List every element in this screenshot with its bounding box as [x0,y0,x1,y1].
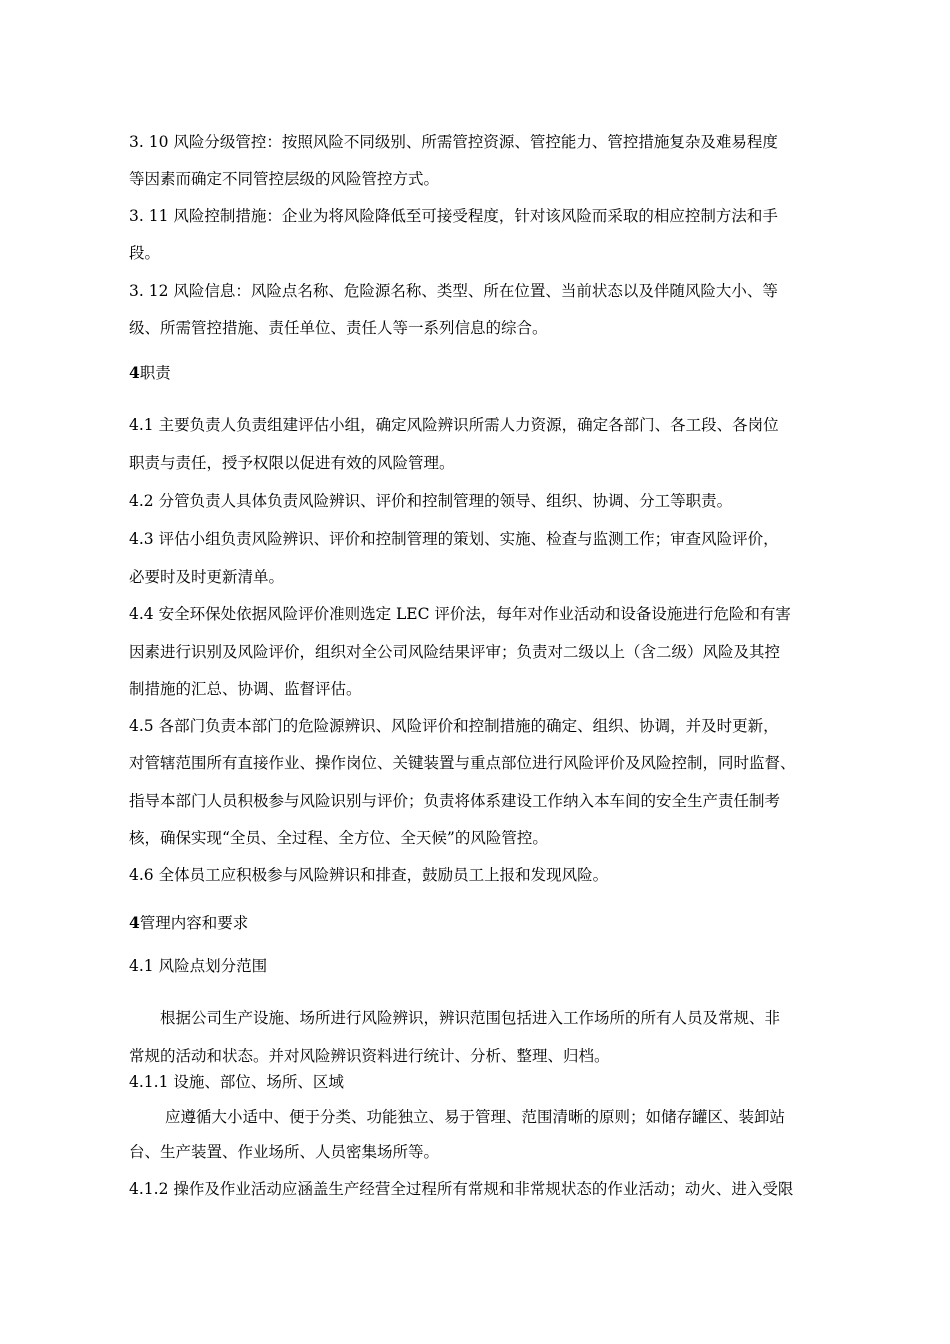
text-line: 级、所需管控措施、责任单位、责任人等一系列信息的综合。 [129,319,548,337]
text-line: 4.1 主要负责人负责组建评估小组，确定风险辨识所需人力资源，确定各部门、各工段、各岗位 [129,416,779,434]
text-line: 4.5 各部门负责本部门的危险源辨识、风险评价和控制措施的确定、组织、协调，并及时更新， [129,717,779,735]
text-line: 3. 10 风险分级管控：按照风险不同级别、所需管控资源、管控能力、管控措施复杂及难易程度 [129,133,778,151]
text-line: 4.4 安全环保处依据风险评价准则选定 LEC 评价法，每年对作业活动和设备设施进行危险和有害 [129,605,791,623]
subsection-heading: 4.1.1 设施、部位、场所、区域 [129,1073,344,1091]
subsection-heading: 4.1 风险点划分范围 [129,957,268,975]
text-line: 台、生产装置、作业场所、人员密集场所等。 [129,1143,440,1161]
text-line: 段。 [129,244,161,262]
section-title: 职责 [139,364,171,382]
text-line: 必要时及时更新清单。 [129,568,285,586]
text-line: 职责与责任，授予权限以促进有效的风险管理。 [129,454,455,472]
text-line: 4.2 分管负责人具体负责风险辨识、评价和控制管理的领导、组织、协调、分工等职责。 [129,492,733,510]
section-title: 管理内容和要求 [139,914,249,932]
text-line: 4.1.2 操作及作业活动应涵盖生产经营全过程所有常规和非常规状态的作业活动；动火、进入受限 [129,1180,794,1198]
text-line: 对管辖范围所有直接作业、操作岗位、关键装置与重点部位进行风险评价及风险控制，同时监督、 [129,754,796,772]
section-heading [129,362,171,384]
text-line: 指导本部门人员积极参与风险识别与评价；负责将体系建设工作纳入本车间的安全生产责任制考 [129,792,781,810]
text-line: 因素进行识别及风险评价，组织对全公司风险结果评审；负责对二级以上（含二级）风险及其控 [129,643,781,661]
text-line: 3. 12 风险信息：风险点名称、危险源名称、类型、所在位置、当前状态以及伴随风险大小、等 [129,282,778,300]
text-line: 3. 11 风险控制措施：企业为将风险降低至可接受程度，针对该风险而采取的相应控制方法和手 [129,207,778,225]
text-line: 应遵循大小适中、便于分类、功能独立、易于管理、范围清晰的原则；如储存罐区、装卸站 [165,1108,786,1126]
text-line: 4.3 评估小组负责风险辨识、评价和控制管理的策划、实施、检查与监测工作；审查风险评价， [129,530,779,548]
section-heading [129,912,248,934]
text-line: 根据公司生产设施、场所进行风险辨识，辨识范围包括进入工作场所的所有人员及常规、非 [160,1009,781,1027]
text-line: 常规的活动和状态。并对风险辨识资料进行统计、分析、整理、归档。 [129,1047,610,1065]
text-line: 4.6 全体员工应积极参与风险辨识和排查，鼓励员工上报和发现风险。 [129,866,609,884]
text-line: 等因素而确定不同管控层级的风险管控方式。 [129,170,440,188]
section-number: 4 [129,913,140,932]
section-number: 4 [129,363,140,382]
text-line: 核，确保实现“全员、全过程、全方位、全天候”的风险管控。 [129,829,548,847]
text-line: 制措施的汇总、协调、监督评估。 [129,680,362,698]
